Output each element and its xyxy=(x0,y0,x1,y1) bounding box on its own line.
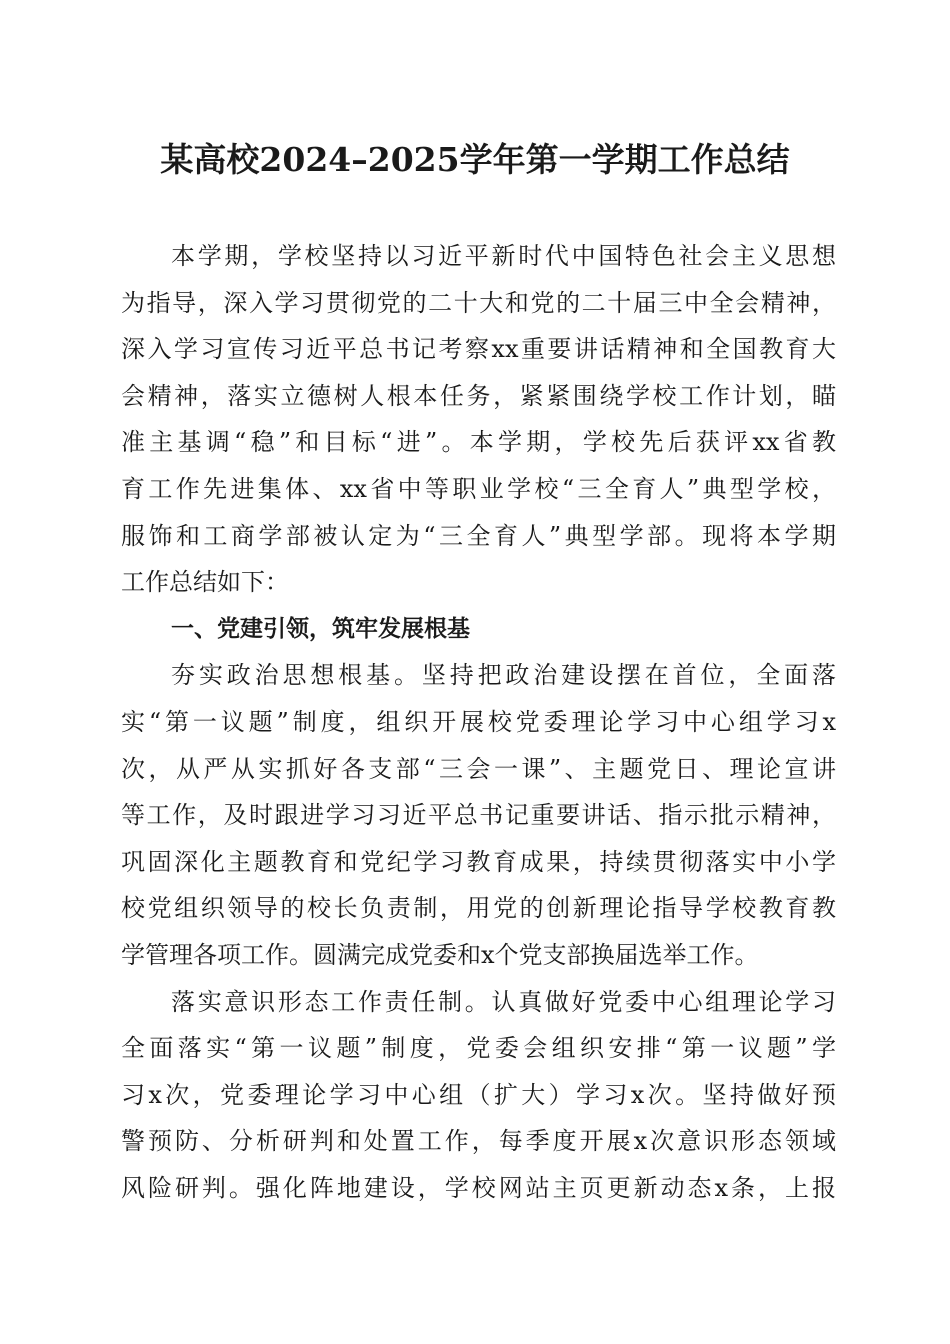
document-body xyxy=(121,233,836,1211)
paragraph-line: 次，从严从实抓好各支部“三会一课”、主题党日、理论宣讲 xyxy=(121,754,836,783)
document-title: 某高校2024–2025学年第一学期工作总结 xyxy=(160,140,790,179)
paragraph-line: 夯实政治思想根基。坚持把政治建设摆在首位，全面落 xyxy=(171,661,836,690)
paragraph-line: 警预防、分析研判和处置工作，每季度开展x次意识形态领域 xyxy=(121,1127,836,1156)
section-heading: 一、党建引领，筑牢发展根基 xyxy=(171,615,470,642)
paragraph-line: 学管理各项工作。圆满完成党委和x个党支部换届选举工作。 xyxy=(121,940,759,969)
paragraph-line: 落实意识形态工作责任制。认真做好党委中心组理论学习 xyxy=(171,987,836,1016)
paragraph-line: 本学期，学校坚持以习近平新时代中国特色社会主义思想 xyxy=(171,242,836,270)
paragraph-line: 习x次，党委理论学习中心组（扩大）学习x次。坚持做好预 xyxy=(121,1080,836,1109)
paragraph-line: 准主基调“稳”和目标“进”。本学期，学校先后获评xx省教 xyxy=(121,428,836,457)
paragraph-line: 巩固深化主题教育和党纪学习教育成果，持续贯彻落实中小学 xyxy=(121,847,836,876)
paragraph-line: 全面落实“第一议题”制度，党委会组织安排“第一议题”学 xyxy=(121,1034,836,1063)
paragraph-line: 风险研判。强化阵地建设，学校网站主页更新动态x条，上报 xyxy=(121,1173,836,1202)
paragraph-line: 深入学习宣传习近平总书记考察xx重要讲话精神和全国教育大 xyxy=(121,335,836,364)
paragraph-line: 服饰和工商学部被认定为“三全育人”典型学部。现将本学期 xyxy=(121,521,836,550)
paragraph-line: 校党组织领导的校长负责制，用党的创新理论指导学校教育教 xyxy=(121,894,836,923)
paragraph-line: 育工作先进集体、xx省中等职业学校“三全育人”典型学校， xyxy=(121,474,836,503)
paragraph-line: 实“第一议题”制度，组织开展校党委理论学习中心组学习x xyxy=(121,707,836,736)
paragraph-line: 等工作，及时跟进学习习近平总书记重要讲话、指示批示精神， xyxy=(121,801,836,830)
paragraph-line: 为指导，深入学习贯彻党的二十大和党的二十届三中全会精神， xyxy=(121,288,836,317)
paragraph-line: 工作总结如下： xyxy=(121,568,289,597)
paragraph-line: 会精神，落实立德树人根本任务，紧紧围绕学校工作计划，瞄 xyxy=(121,381,836,410)
